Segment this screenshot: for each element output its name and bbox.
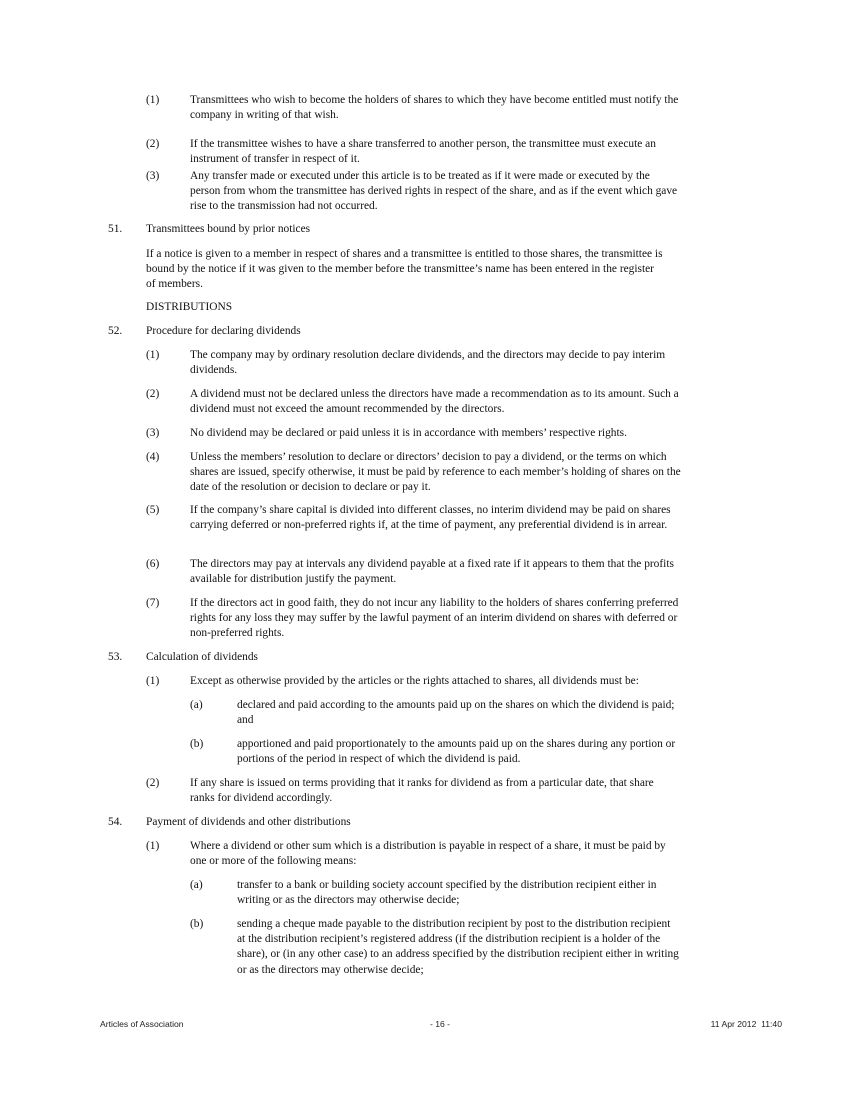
item-number: (2)	[146, 777, 160, 789]
subitem-text: declared and paid according to the amounts paid up on the shares on which the dividend is paid; and	[237, 699, 675, 727]
item-text: If the directors act in good faith, they do not incur any liability to the holders of shares conferring preferred rights for any loss they may suffer by the lawful payment of an interim dividend on shares with deferred or non-preferred rights.	[190, 597, 679, 640]
item-text: Unless the members’ resolution to declare or directors’ decision to pay a dividend, or the terms on which shares are issued, specify otherwise, it must be paid by reference to each member’s holding of shares on the date of the resolution or decision to declare or pay it.	[190, 451, 681, 494]
item-text: If the company’s share capital is divided into different classes, no interim dividend may be paid on shares carrying deferred or non-preferred rights if, at the time of payment, any preferential dividend is in arrear.	[190, 504, 671, 532]
item-number: (2)	[146, 388, 160, 400]
item-text: The company may by ordinary resolution declare dividends, and the directors may decide to pay interim dividends.	[190, 349, 666, 377]
item-number: (2)	[146, 138, 160, 150]
article-number: 53.	[108, 651, 123, 663]
item-text: Any transfer made or executed under this article is to be treated as if it were made or executed by the person from whom the transmittee has derived rights in respect of the share, and as if the event which gave rise to the transmission had not occurred.	[190, 170, 678, 213]
subitem-text: transfer to a bank or building society account specified by the distribution recipient either in writing or as the directors may otherwise decide;	[237, 879, 657, 907]
article-number: 52.	[108, 325, 123, 337]
article-heading: Payment of dividends and other distributions	[146, 816, 351, 828]
item-text: Where a dividend or other sum which is a distribution is payable in respect of a share, it must be paid by one or more of the following means:	[190, 840, 666, 868]
item-text: Except as otherwise provided by the articles or the rights attached to shares, all dividends must be:	[190, 675, 639, 687]
article-number: 51.	[108, 223, 123, 235]
item-number: (3)	[146, 427, 160, 439]
item-number: (1)	[146, 840, 160, 852]
item-text: If the transmittee wishes to have a share transferred to another person, the transmittee must execute an instrument of transfer in respect of it.	[190, 138, 656, 166]
item-number: (1)	[146, 675, 160, 687]
article-number: 54.	[108, 816, 123, 828]
item-number: (1)	[146, 349, 160, 361]
footer-document-title: Articles of Association	[100, 1019, 184, 1029]
item-number: (7)	[146, 597, 160, 609]
item-text: If any share is issued on terms providing that it ranks for dividend as from a particular date, that share ranks for dividend accordingly.	[190, 777, 654, 805]
item-text: No dividend may be declared or paid unless it is in accordance with members’ respective rights.	[190, 427, 627, 439]
item-text: The directors may pay at intervals any dividend payable at a fixed rate if it appears to them that the profits available for distribution justify the payment.	[190, 558, 674, 586]
item-number: (4)	[146, 451, 160, 463]
item-text: Transmittees who wish to become the holders of shares to which they have become entitled must notify the company in writing of that wish.	[190, 94, 679, 122]
subitem-letter: (b)	[190, 738, 204, 750]
item-number: (5)	[146, 504, 160, 516]
subitem-text: sending a cheque made payable to the distribution recipient by post to the distribution recipient at the distribution recipient’s registered address (if the distribution recipient is a holder of the share), or (in any other case) to an address specified by the distribution recipient either in writing or as the directors may otherwise decide;	[237, 918, 679, 976]
article-heading: Calculation of dividends	[146, 651, 258, 663]
footer-page-number: - 16 -	[429, 1019, 451, 1029]
subitem-letter: (a)	[190, 879, 203, 891]
item-text: A dividend must not be declared unless the directors have made a recommendation as to its amount. Such a dividend must not exceed the amount recommended by the directors.	[190, 388, 679, 416]
article-body: If a notice is given to a member in respect of shares and a transmittee is entitled to those shares, the transmittee is bound by the notice if it was given to the member before the transmittee’s name has been entered in the register of members.	[146, 248, 663, 291]
subitem-letter: (a)	[190, 699, 203, 711]
subitem-letter: (b)	[190, 918, 204, 930]
subitem-text: apportioned and paid proportionately to the amounts paid up on the shares during any portion or portions of the period in respect of which the dividend is paid.	[237, 738, 676, 766]
article-heading: Procedure for declaring dividends	[146, 325, 301, 337]
item-number: (6)	[146, 558, 160, 570]
footer-timestamp: 11 Apr 2012 11:40	[710, 1019, 782, 1029]
article-heading: Transmittees bound by prior notices	[146, 223, 311, 235]
item-number: (1)	[146, 94, 160, 106]
item-number: (3)	[146, 170, 160, 182]
section-heading: DISTRIBUTIONS	[146, 301, 233, 313]
